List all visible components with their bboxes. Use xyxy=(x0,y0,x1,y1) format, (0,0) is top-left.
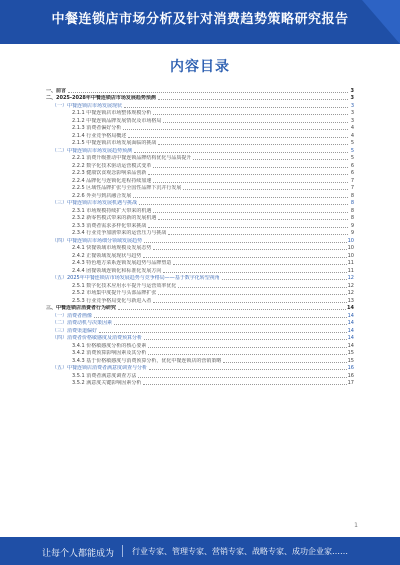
toc-leader-dots xyxy=(158,144,348,145)
toc-leader-dots xyxy=(158,294,346,295)
toc-entry[interactable] xyxy=(46,259,354,267)
toc-leader-dots xyxy=(143,384,346,385)
toc-entry-label: 2.4.2 正餐领域发展现状与趋势 xyxy=(72,252,142,259)
toc-leader-dots xyxy=(149,369,347,370)
toc-entry-page: 7 xyxy=(350,177,354,184)
toc-entry[interactable] xyxy=(46,379,354,387)
toc-entry[interactable] xyxy=(46,326,354,334)
toc-entry[interactable] xyxy=(46,206,354,214)
toc-entry-label: 2.3.4 行业竞争加剧带来的运营压力与挑战 xyxy=(72,230,167,236)
toc-entry-page: 7 xyxy=(350,185,354,191)
toc-entry[interactable] xyxy=(46,296,354,304)
toc-leader-dots xyxy=(153,114,348,115)
toc-leader-dots xyxy=(68,92,348,93)
toc-leader-dots xyxy=(163,122,348,123)
toc-entry-page: 3 xyxy=(350,102,354,109)
toc-entry-label: 2.2.4 品牌化与连锁化进程持续加速 xyxy=(72,177,152,184)
toc-entry-page: 12 xyxy=(347,282,354,289)
toc-entry[interactable] xyxy=(46,229,354,237)
toc-entry-label: （二）中餐连锁店市场发展趋势预测 xyxy=(52,147,133,154)
toc-entry[interactable] xyxy=(46,191,354,199)
toc-leader-dots xyxy=(153,249,346,250)
toc-entry-page: 3 xyxy=(350,95,354,101)
toc-entry[interactable] xyxy=(46,311,354,319)
toc-entry[interactable] xyxy=(46,266,354,274)
page-number: 1 xyxy=(354,522,358,529)
toc-entry[interactable] xyxy=(46,131,354,139)
toc-leader-dots xyxy=(148,347,346,348)
toc-entry-page: 4 xyxy=(350,125,354,131)
toc-leader-dots xyxy=(153,182,348,183)
toc-entry[interactable] xyxy=(46,154,354,162)
toc-entry-label: （四）中餐连锁店市场细分领域发展趋势 xyxy=(52,237,143,244)
toc-entry[interactable] xyxy=(46,116,354,124)
footer-slogan: 让每个人都能成为 xyxy=(42,549,115,559)
toc-entry-label: 2.5.2 市场集中度提升与头部品牌扩张 xyxy=(72,290,157,296)
toc-entry[interactable] xyxy=(46,304,354,312)
toc-leader-dots xyxy=(134,152,348,153)
toc-entry-label: 3.4.1 价格敏感度分析的核心要素 xyxy=(72,342,147,349)
toc-leader-dots xyxy=(158,219,348,220)
toc-entry-page: 16 xyxy=(347,372,354,379)
toc-entry[interactable] xyxy=(46,109,354,117)
toc-leader-dots xyxy=(144,339,347,340)
toc-entry-page: 12 xyxy=(347,290,354,296)
toc-entry-label: （二）消费动机与决策因素 xyxy=(52,320,113,326)
toc-leader-dots xyxy=(99,332,347,333)
toc-leader-dots xyxy=(123,129,348,130)
toc-entry-label: （三）消费渠道偏好 xyxy=(52,327,98,334)
toc-entry[interactable] xyxy=(46,169,354,177)
footer-tagline: 行业专家、管理专家、营销专家、战略专家、成功企业家…… xyxy=(132,547,348,556)
toc-entry[interactable] xyxy=(46,341,354,349)
toc-entry[interactable] xyxy=(46,244,354,252)
toc-entry-page: 3 xyxy=(350,110,354,116)
toc-entry-page: 8 xyxy=(350,215,354,221)
toc-entry-label: 2.5.3 行业竞争格局变化与新进入者 xyxy=(72,297,152,304)
document-header xyxy=(0,0,400,44)
toc-entry-label: 2.3.3 消费者需求多样化带来挑战 xyxy=(72,222,147,229)
toc-entry-label: （一）消费者画像 xyxy=(52,312,93,319)
toc-entry-label: 2.4.3 特色地方菜系连锁发展趋势与品牌塑造 xyxy=(72,260,172,266)
toc-entry-page: 8 xyxy=(350,200,354,206)
toc-entry-label: 2.5.1 数字化技术应用水平提升与运营效率优化 xyxy=(72,282,177,289)
toc-entry-page: 14 xyxy=(347,320,354,326)
toc-entry-label: 2.1.4 行业竞争格局概述 xyxy=(72,132,127,139)
toc-leader-dots xyxy=(222,279,347,280)
toc-entry-label: 2.4.4 团餐领域连锁化和标准化发展方向 xyxy=(72,267,162,274)
toc-entry[interactable] xyxy=(46,319,354,327)
toc-leader-dots xyxy=(143,257,346,258)
toc-entry[interactable] xyxy=(46,94,354,102)
toc-entry-page: 15 xyxy=(347,357,354,364)
toc-leader-dots xyxy=(148,174,348,175)
toc-entry-label: 3.5.2 满意度关键影响因素分析 xyxy=(72,380,142,386)
toc-entry[interactable] xyxy=(46,221,354,229)
toc-entry-label: 2.1.5 中餐连锁店市场发展面临的挑战 xyxy=(72,140,157,146)
toc-leader-dots xyxy=(118,309,346,310)
toc-entry-label: 一、前言 xyxy=(46,87,67,94)
toc-entry-page: 4 xyxy=(350,132,354,139)
toc-leader-dots xyxy=(183,189,348,190)
toc-entry-label: 2.2.6 外卖与到店融合发展 xyxy=(72,192,132,199)
toc-entry[interactable] xyxy=(46,214,354,222)
toc-entry-label: 3.4.3 基于价格敏感度与消费预算分析，优化中餐连锁店的营销策略 xyxy=(72,357,222,364)
toc-entry[interactable] xyxy=(46,349,354,357)
toc-entry[interactable] xyxy=(46,281,354,289)
toc-entry-page: 12 xyxy=(347,275,354,281)
document-footer xyxy=(0,537,400,565)
toc-entry-page: 15 xyxy=(347,350,354,356)
toc-leader-dots xyxy=(148,227,348,228)
toc-entry-label: 3.4.2 消费预算影响因素及其分析 xyxy=(72,350,147,356)
toc-entry-page: 17 xyxy=(347,380,354,386)
toc-entry-page: 5 xyxy=(350,147,354,154)
toc-entry-label: （五）2025年中餐连锁店市场发展趋势与竞争格局——基于数字化转型视角 xyxy=(52,275,220,281)
toc-leader-dots xyxy=(153,212,348,213)
toc-leader-dots xyxy=(124,107,348,108)
toc-leader-dots xyxy=(139,204,348,205)
toc-leader-dots xyxy=(223,362,346,363)
report-title: 中餐连锁店市场分析及针对消费趋势策略研究报告 xyxy=(51,12,349,27)
toc-entry-label: 3.5.1 消费者满意度调查方法 xyxy=(72,372,137,379)
toc-entry[interactable] xyxy=(46,146,354,154)
toc-entry-label: 2.1.1 中餐连锁店市场整体规模分析 xyxy=(72,110,152,116)
toc-leader-dots xyxy=(128,137,348,138)
toc-leader-dots xyxy=(163,272,346,273)
toc-entry-page: 11 xyxy=(347,260,354,266)
toc-entry-label: 二、2025-2028年中餐连锁店市场发展趋势预测 xyxy=(46,95,156,101)
toc-leader-dots xyxy=(144,242,347,243)
toc-entry-label: （五）中餐连锁店消费者满意度调查与分析 xyxy=(52,365,148,371)
toc-entry-label: 2.4.1 快餐领域市场规模及发展态势 xyxy=(72,245,152,251)
toc-entry[interactable] xyxy=(46,161,354,169)
toc-leader-dots xyxy=(193,159,348,160)
toc-heading: 内容目录 xyxy=(170,59,230,75)
toc-entry[interactable] xyxy=(46,289,354,297)
table-of-contents xyxy=(46,86,354,386)
toc-entry[interactable] xyxy=(46,356,354,364)
toc-entry-page: 8 xyxy=(350,192,354,199)
toc-entry-label: 2.2.1 消费升级推动中餐连锁品牌结构优化与品质提升 xyxy=(72,155,192,161)
toc-entry-label: 2.2.2 数字化技术驱动运营模式变革 xyxy=(72,162,152,169)
toc-entry[interactable] xyxy=(46,101,354,109)
toc-entry[interactable] xyxy=(46,124,354,132)
toc-entry-page: 14 xyxy=(347,335,354,341)
toc-leader-dots xyxy=(148,354,346,355)
toc-leader-dots xyxy=(114,324,347,325)
toc-leader-dots xyxy=(178,287,346,288)
toc-leader-dots xyxy=(168,234,348,235)
toc-entry-label: 2.1.2 中餐连锁品牌发展情况及市场格局 xyxy=(72,117,162,124)
toc-entry-page: 3 xyxy=(350,87,354,94)
toc-entry-label: （三）中餐连锁店市场发展机遇与挑战 xyxy=(52,200,138,206)
toc-leader-dots xyxy=(158,99,348,100)
toc-leader-dots xyxy=(94,317,347,318)
toc-entry-page: 6 xyxy=(350,162,354,169)
toc-entry[interactable] xyxy=(46,184,354,192)
toc-entry-label: 2.2.3 健康饮食观念影响菜品创新 xyxy=(72,170,147,176)
toc-leader-dots xyxy=(153,302,346,303)
toc-entry[interactable] xyxy=(46,364,354,372)
toc-entry[interactable] xyxy=(46,199,354,207)
toc-entry-label: （一）中餐连锁店市场发展现状 xyxy=(52,102,123,109)
toc-entry-page: 10 xyxy=(347,245,354,251)
toc-leader-dots xyxy=(173,264,346,265)
toc-entry[interactable] xyxy=(46,371,354,379)
toc-entry[interactable] xyxy=(46,251,354,259)
toc-entry-label: 2.3.1 市场规模持续扩大带来的机遇 xyxy=(72,207,152,214)
toc-entry-label: （四）消费者价格敏感度及消费预算分析 xyxy=(52,335,143,341)
toc-entry-page: 14 xyxy=(347,312,354,319)
toc-entry-page: 13 xyxy=(347,297,354,304)
toc-leader-dots xyxy=(153,167,348,168)
toc-entry-page: 8 xyxy=(350,207,354,214)
toc-entry-page: 10 xyxy=(347,252,354,259)
toc-entry-label: 2.2.5 区域性品牌扩张与全国性品牌下沉并行发展 xyxy=(72,185,182,191)
toc-entry-page: 6 xyxy=(350,170,354,176)
toc-entry-page: 11 xyxy=(347,267,354,274)
toc-entry-page: 16 xyxy=(347,365,354,371)
toc-leader-dots xyxy=(138,377,346,378)
toc-entry-page: 9 xyxy=(350,230,354,236)
toc-entry-page: 5 xyxy=(350,155,354,161)
toc-entry-page: 14 xyxy=(347,305,354,311)
toc-entry-page: 5 xyxy=(350,140,354,146)
toc-entry-page: 14 xyxy=(347,327,354,334)
toc-entry-label: 三、中餐连锁店消费者行为研究 xyxy=(46,305,117,311)
toc-entry-page: 10 xyxy=(347,237,354,244)
toc-entry[interactable] xyxy=(46,236,354,244)
toc-entry[interactable] xyxy=(46,176,354,184)
toc-entry-page: 14 xyxy=(347,342,354,349)
toc-entry-page: 3 xyxy=(350,117,354,124)
toc-entry-label: 2.1.3 消费者偏好分析 xyxy=(72,125,122,131)
toc-entry-label: 2.3.2 新零售模式带来的新的发展机遇 xyxy=(72,215,157,221)
footer-divider xyxy=(122,545,123,557)
toc-entry[interactable] xyxy=(46,139,354,147)
toc-leader-dots xyxy=(133,197,348,198)
toc-entry[interactable] xyxy=(46,334,354,342)
toc-entry-page: 9 xyxy=(350,222,354,229)
toc-entry[interactable] xyxy=(46,274,354,282)
toc-entry[interactable] xyxy=(46,86,354,94)
